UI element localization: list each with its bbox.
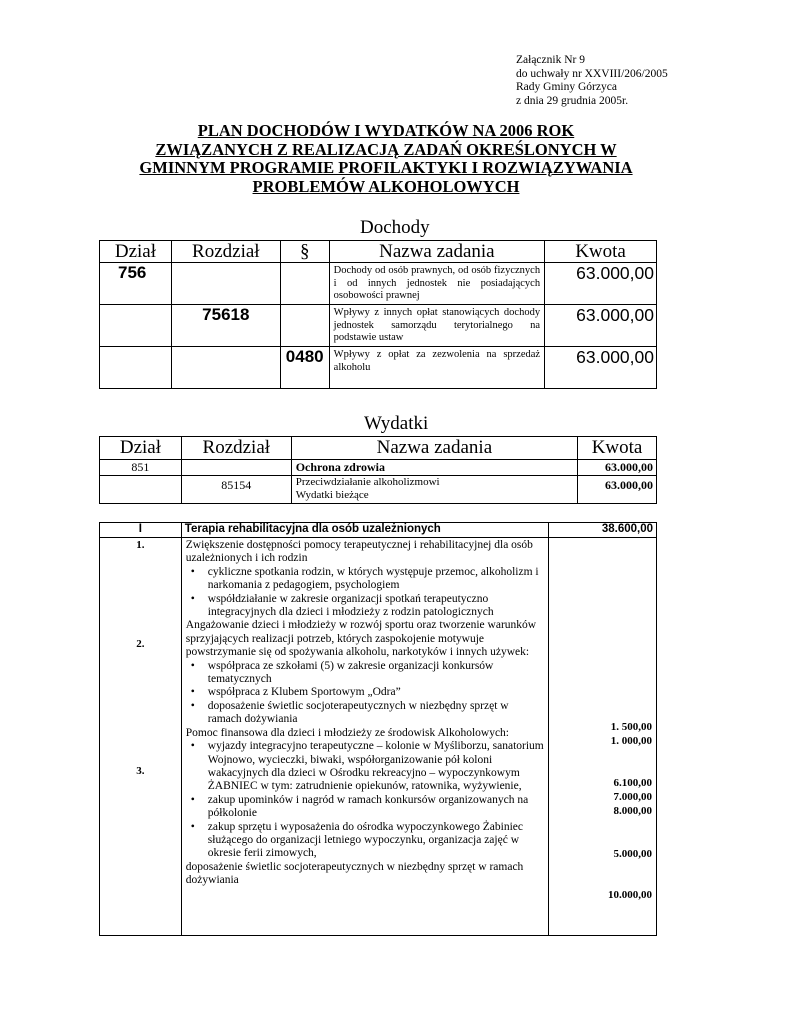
attachment-line: z dnia 29 grudnia 2005r. [516,94,629,107]
bullet-item: • wyjazdy integracyjno terapeutyczne – kolonie w Myśliborzu, sanatorium Wojnowo, wycieczki, biwaki, współorganizowanie pół koloni wakacyjnych dla dzieci w Ośrodku rekreacyjno – wypoczynkowym ŻABNIEC w tym: zatrudnienie opiekunów, ratownika, wyżywienie, [208,740,545,794]
nazwa-line: Wydatki bieżące [295,488,369,501]
amount-value: 6.100,00 [613,777,652,789]
header-dzial: Dział [100,437,182,460]
income-row [100,263,657,305]
expenses-section-title: Wydatki [364,413,429,434]
program-title: Terapia rehabilitacyjna dla osób uzależnionych [181,523,548,538]
bullet-item: • współpraca ze szkołami (5) w zakresie organizacji konkursów tematycznych [208,660,545,687]
item-intro: Angażowanie dzieci i młodzieży w rozwój sportu oraz tworzenie warunków sprzyjających realizacji potrzeb, których zaspokojenie motywuje powstrzymanie się od spożywania alkoholu, narkotyków i innych używek: [185,619,537,659]
item-number: 1. [136,539,145,551]
cell-kwota: 63.000,00 [545,347,657,389]
amount-value: 10.000,00 [608,889,652,901]
bullet-item: • zakup sprzętu i wyposażenia do ośrodka wypoczynkowego Żabiniec służącego do organizacji letniego wypoczynku, organizacja zajęć w okresie ferii zimowych, [208,821,545,861]
bullet-item: • zakup upominków i nagród w ramach konkursów organizowanych na półkolonie [208,794,545,821]
item-outro: doposażenie świetlic socjoterapeutycznych w niezbędny sprzęt w ramach dożywiania [185,860,524,887]
income-section-title: Dochody [360,217,430,238]
header-nazwa: Nazwa zadania [329,241,544,263]
cell-nazwa: Wpływy z innych opłat stanowiących dochody jednostek samorządu terytorialnego na podstawie ustaw [329,305,544,347]
bullet-list [186,566,545,620]
expenses-row [100,460,657,476]
income-header-row [100,241,657,263]
program-kwota: 38.600,00 [549,523,657,538]
bullet-item: • współdziałanie w zakresie organizacji spotkań terapeutyczno integracyjnych dla dzieci i młodzieży z rodzin patologicznych [208,593,545,620]
cell-dzial [100,476,182,504]
cell-rozdzial: 75618 [171,305,280,347]
program-amounts-cell [549,538,657,936]
bullet-list [186,660,545,727]
bullet-item: • współpraca z Klubem Sportowym „Odra” [208,686,545,699]
income-row [100,347,657,389]
expenses-row [100,476,657,504]
item-number: 2. [136,638,145,650]
amount-value: 1. 000,00 [610,735,652,747]
title-line: ZWIĄZANYCH Z REALIZACJĄ ZADAŃ OKREŚLONYCH W [155,139,617,159]
item-number: 3. [136,765,145,777]
header-kwota: Kwota [578,437,657,460]
expenses-header-row [100,437,657,460]
program-body-row [100,538,657,936]
cell-paragraf [280,305,329,347]
cell-rozdzial: 85154 [181,476,291,504]
amount-value: 7.000,00 [613,791,652,803]
cell-dzial: 756 [100,263,172,305]
title-line: PROBLEMÓW ALKOHOLOWYCH [252,176,520,196]
title-line: GMINNYM PROGRAMIE PROFILAKTYKI I ROZWIĄZYWANIA [139,158,633,177]
attachment-line: do uchwały nr XXVIII/206/2005 [516,67,668,80]
expenses-table [99,436,657,504]
cell-kwota: 63.000,00 [578,460,657,476]
program-header-row [100,523,657,538]
cell-nazwa: Wpływy z opłat za zezwolenia na sprzedaż alkoholu [329,347,544,389]
cell-kwota: 63.000,00 [545,305,657,347]
cell-rozdzial [181,460,291,476]
attachment-note [516,54,668,108]
document-title [100,122,672,196]
cell-kwota: 63.000,00 [578,476,657,504]
amount-value: 5.000,00 [613,848,652,860]
bullet-item: • doposażenie świetlic socjoterapeutycznych w niezbędny sprzęt w ramach dożywiania [208,700,545,727]
header-rozdzial: Rozdział [171,241,280,263]
attachment-line: Załącznik Nr 9 [516,54,585,66]
program-numbers-cell [100,538,182,936]
program-table [99,522,657,936]
amount-value: 8.000,00 [613,805,652,817]
cell-dzial [100,305,172,347]
cell-dzial: 851 [100,460,182,476]
item-intro: Zwiększenie dostępności pomocy terapeutycznej i rehabilitacyjnej dla osób uzależnionych i ich rodzin [185,539,533,565]
bullet-list [186,740,545,861]
cell-paragraf: 0480 [280,347,329,389]
cell-nazwa: Dochody od osób prawnych, od osób fizycznych i od innych jednostek nie posiadających osobowości prawnej [329,263,544,305]
program-description-cell [181,538,548,936]
cell-rozdzial [171,347,280,389]
item-intro: Pomoc finansowa dla dzieci i młodzieży ze środowisk Alkoholowych: [185,726,509,739]
header-dzial: Dział [100,241,172,263]
bullet-item: • cykliczne spotkania rodzin, w których występuje przemoc, alkoholizm i narkomania z pedagogiem, psychologiem [208,566,545,593]
cell-dzial [100,347,172,389]
cell-nazwa: Ochrona zdrowia [291,460,577,476]
income-table [99,240,657,389]
income-row [100,305,657,347]
cell-kwota: 63.000,00 [545,263,657,305]
title-line: PLAN DOCHODÓW I WYDATKÓW NA 2006 ROK [197,121,575,140]
cell-paragraf [280,263,329,305]
attachment-line: Rady Gminy Górzyca [516,81,617,93]
nazwa-line: Przeciwdziałanie alkoholizmowi [295,476,440,488]
header-kwota: Kwota [545,241,657,263]
cell-nazwa [291,476,577,504]
cell-rozdzial [171,263,280,305]
header-nazwa: Nazwa zadania [291,437,577,460]
amount-value: 1. 500,00 [610,721,652,733]
program-number: I [100,523,182,538]
header-paragraf: § [280,241,329,263]
header-rozdzial: Rozdział [181,437,291,460]
